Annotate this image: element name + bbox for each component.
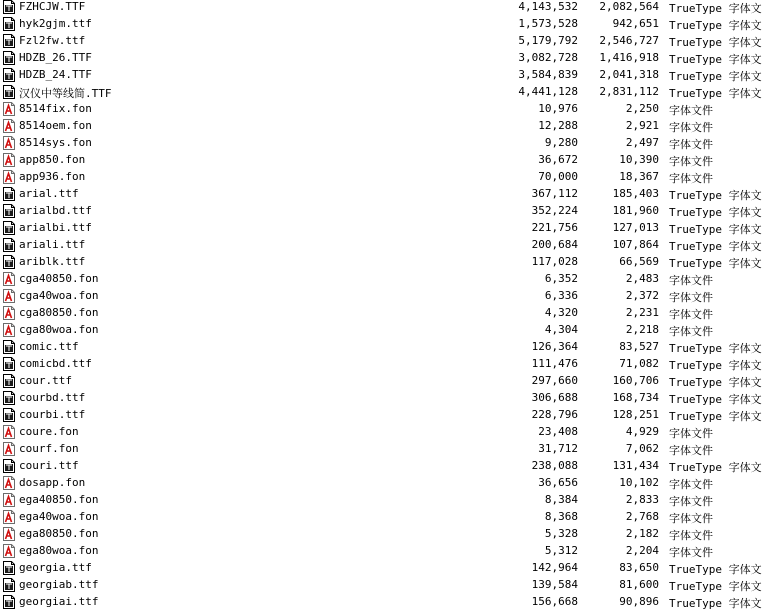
file-size: 1,573,528 <box>518 17 578 30</box>
file-name: georgia.ttf <box>19 561 92 574</box>
truetype-font-icon <box>3 221 15 235</box>
bitmap-font-icon <box>3 323 15 337</box>
file-size: 12,288 <box>538 119 578 132</box>
truetype-font-icon <box>3 340 15 354</box>
file-size: 367,112 <box>531 187 578 200</box>
file-type: TrueType 字体文 <box>669 342 762 355</box>
file-compressed-size: 2,231 <box>625 306 659 319</box>
truetype-font-icon <box>3 374 15 388</box>
file-compressed-size: 83,527 <box>619 340 659 353</box>
file-row[interactable] <box>0 220 762 237</box>
file-size: 8,384 <box>544 493 578 506</box>
file-compressed-size: 1,416,918 <box>599 51 659 64</box>
bitmap-font-icon <box>3 425 15 439</box>
file-compressed-size: 4,929 <box>625 425 659 438</box>
file-type: TrueType 字体文 <box>669 376 762 389</box>
file-compressed-size: 181,960 <box>612 204 659 217</box>
file-name: courbi.ttf <box>19 408 86 421</box>
file-size: 228,796 <box>531 408 578 421</box>
truetype-font-icon <box>3 255 15 269</box>
file-type: TrueType 字体文 <box>669 19 762 32</box>
file-name: arialbi.ttf <box>19 221 92 234</box>
bitmap-font-icon <box>3 153 15 167</box>
file-compressed-size: 2,483 <box>625 272 659 285</box>
file-size: 4,304 <box>544 323 578 336</box>
file-type: 字体文件 <box>669 104 713 117</box>
file-compressed-size: 127,013 <box>612 221 659 234</box>
file-name: ega40woa.fon <box>19 510 99 523</box>
file-type: TrueType 字体文 <box>669 393 762 406</box>
file-size: 10,976 <box>538 102 578 115</box>
file-type: TrueType 字体文 <box>669 597 762 610</box>
file-compressed-size: 2,250 <box>625 102 659 115</box>
truetype-font-icon <box>3 408 15 422</box>
truetype-font-icon <box>3 51 15 65</box>
truetype-font-icon <box>3 187 15 201</box>
file-compressed-size: 10,390 <box>619 153 659 166</box>
file-size: 4,143,532 <box>518 0 578 13</box>
file-name: courbd.ttf <box>19 391 86 404</box>
file-compressed-size: 83,650 <box>619 561 659 574</box>
file-compressed-size: 2,833 <box>625 493 659 506</box>
file-row[interactable] <box>0 594 762 611</box>
truetype-font-icon <box>3 357 15 371</box>
file-row[interactable] <box>0 526 758 543</box>
bitmap-font-icon <box>3 119 15 133</box>
file-name: georgiai.ttf <box>19 595 99 608</box>
file-name: couri.ttf <box>19 459 79 472</box>
file-row[interactable] <box>0 339 762 356</box>
file-size: 3,082,728 <box>518 51 578 64</box>
file-type: 字体文件 <box>669 155 713 168</box>
file-name: Fzl2fw.ttf <box>19 34 86 47</box>
file-compressed-size: 942,651 <box>612 17 659 30</box>
file-compressed-size: 2,372 <box>625 289 659 302</box>
bitmap-font-icon <box>3 442 15 456</box>
file-name: ariali.ttf <box>19 238 86 251</box>
truetype-font-icon <box>3 459 15 473</box>
file-name: FZHCJW.TTF <box>19 0 86 13</box>
file-row[interactable] <box>0 424 758 441</box>
bitmap-font-icon <box>3 493 15 507</box>
file-compressed-size: 2,182 <box>625 527 659 540</box>
file-name: 汉仪中等线简.TTF <box>19 87 112 100</box>
file-compressed-size: 18,367 <box>619 170 659 183</box>
file-row[interactable] <box>0 237 762 254</box>
file-size: 23,408 <box>538 425 578 438</box>
file-compressed-size: 81,600 <box>619 578 659 591</box>
file-type: TrueType 字体文 <box>669 359 762 372</box>
file-type: 字体文件 <box>669 512 713 525</box>
file-size: 6,352 <box>544 272 578 285</box>
file-row[interactable] <box>0 560 762 577</box>
truetype-font-icon <box>3 85 15 99</box>
file-size: 352,224 <box>531 204 578 217</box>
file-name: ega40850.fon <box>19 493 99 506</box>
file-compressed-size: 128,251 <box>612 408 659 421</box>
file-row[interactable] <box>0 441 758 458</box>
file-compressed-size: 107,864 <box>612 238 659 251</box>
file-compressed-size: 2,831,112 <box>599 85 659 98</box>
file-row[interactable] <box>0 118 758 135</box>
file-row[interactable] <box>0 50 762 67</box>
file-name: ega80woa.fon <box>19 544 99 557</box>
file-row[interactable] <box>0 288 758 305</box>
file-size: 221,756 <box>531 221 578 234</box>
bitmap-font-icon <box>3 527 15 541</box>
file-type: TrueType 字体文 <box>669 580 762 593</box>
file-row[interactable] <box>0 33 762 50</box>
file-type: TrueType 字体文 <box>669 240 762 253</box>
file-compressed-size: 2,768 <box>625 510 659 523</box>
file-row[interactable] <box>0 407 762 424</box>
file-row[interactable] <box>0 84 762 101</box>
truetype-font-icon <box>3 238 15 252</box>
file-type: 字体文件 <box>669 444 713 457</box>
file-type: 字体文件 <box>669 308 713 321</box>
file-compressed-size: 2,218 <box>625 323 659 336</box>
file-row[interactable] <box>0 356 762 373</box>
file-name: app936.fon <box>19 170 86 183</box>
file-type: TrueType 字体文 <box>669 36 762 49</box>
file-name: dosapp.fon <box>19 476 86 489</box>
truetype-font-icon <box>3 561 15 575</box>
bitmap-font-icon <box>3 476 15 490</box>
file-size: 4,441,128 <box>518 85 578 98</box>
file-type: 字体文件 <box>669 325 713 338</box>
file-compressed-size: 2,082,564 <box>599 0 659 13</box>
file-size: 111,476 <box>531 357 578 370</box>
file-row[interactable] <box>0 322 758 339</box>
file-compressed-size: 10,102 <box>619 476 659 489</box>
bitmap-font-icon <box>3 102 15 116</box>
file-compressed-size: 66,569 <box>619 255 659 268</box>
file-type: TrueType 字体文 <box>669 563 762 576</box>
file-row[interactable] <box>0 203 762 220</box>
file-size: 31,712 <box>538 442 578 455</box>
file-type: TrueType 字体文 <box>669 223 762 236</box>
file-row[interactable] <box>0 492 758 509</box>
file-compressed-size: 2,921 <box>625 119 659 132</box>
file-name: coure.fon <box>19 425 79 438</box>
file-compressed-size: 2,041,318 <box>599 68 659 81</box>
file-name: courf.fon <box>19 442 79 455</box>
file-row[interactable] <box>0 254 762 271</box>
bitmap-font-icon <box>3 170 15 184</box>
file-compressed-size: 160,706 <box>612 374 659 387</box>
truetype-font-icon <box>3 578 15 592</box>
file-size: 156,668 <box>531 595 578 608</box>
file-compressed-size: 2,546,727 <box>599 34 659 47</box>
file-size: 297,660 <box>531 374 578 387</box>
file-size: 117,028 <box>531 255 578 268</box>
file-row[interactable] <box>0 271 758 288</box>
file-size: 8,368 <box>544 510 578 523</box>
file-size: 126,364 <box>531 340 578 353</box>
file-row[interactable] <box>0 509 758 526</box>
file-name: HDZB_26.TTF <box>19 51 92 64</box>
file-name: arialbd.ttf <box>19 204 92 217</box>
file-size: 6,336 <box>544 289 578 302</box>
file-type: 字体文件 <box>669 172 713 185</box>
file-row[interactable] <box>0 577 762 594</box>
truetype-font-icon <box>3 595 15 609</box>
file-row[interactable] <box>0 0 762 16</box>
file-compressed-size: 71,082 <box>619 357 659 370</box>
file-name: cga40woa.fon <box>19 289 99 302</box>
file-size: 36,656 <box>538 476 578 489</box>
file-size: 306,688 <box>531 391 578 404</box>
file-compressed-size: 90,896 <box>619 595 659 608</box>
file-size: 9,280 <box>544 136 578 149</box>
file-type: 字体文件 <box>669 121 713 134</box>
file-type: TrueType 字体文 <box>669 2 762 15</box>
file-type: 字体文件 <box>669 427 713 440</box>
file-compressed-size: 2,497 <box>625 136 659 149</box>
file-compressed-size: 185,403 <box>612 187 659 200</box>
file-type: 字体文件 <box>669 291 713 304</box>
truetype-font-icon <box>3 68 15 82</box>
bitmap-font-icon <box>3 544 15 558</box>
file-type: 字体文件 <box>669 529 713 542</box>
file-size: 139,584 <box>531 578 578 591</box>
file-row[interactable] <box>0 101 758 118</box>
file-type: TrueType 字体文 <box>669 70 762 83</box>
file-type: 字体文件 <box>669 274 713 287</box>
file-name: comic.ttf <box>19 340 79 353</box>
file-size: 70,000 <box>538 170 578 183</box>
file-row[interactable] <box>0 67 762 84</box>
file-row[interactable] <box>0 373 762 390</box>
file-compressed-size: 7,062 <box>625 442 659 455</box>
file-compressed-size: 131,434 <box>612 459 659 472</box>
file-compressed-size: 2,204 <box>625 544 659 557</box>
file-row[interactable] <box>0 390 762 407</box>
file-name: 8514oem.fon <box>19 119 92 132</box>
truetype-font-icon <box>3 17 15 31</box>
file-name: app850.fon <box>19 153 86 166</box>
file-type: TrueType 字体文 <box>669 257 762 270</box>
file-size: 238,088 <box>531 459 578 472</box>
file-size: 4,320 <box>544 306 578 319</box>
file-name: comicbd.ttf <box>19 357 92 370</box>
file-name: ega80850.fon <box>19 527 99 540</box>
file-type: TrueType 字体文 <box>669 189 762 202</box>
file-type: 字体文件 <box>669 138 713 151</box>
file-type: TrueType 字体文 <box>669 53 762 66</box>
file-name: cga40850.fon <box>19 272 99 285</box>
file-type: TrueType 字体文 <box>669 461 762 474</box>
file-size: 5,179,792 <box>518 34 578 47</box>
bitmap-font-icon <box>3 306 15 320</box>
file-compressed-size: 168,734 <box>612 391 659 404</box>
file-name: HDZB_24.TTF <box>19 68 92 81</box>
file-size: 5,312 <box>544 544 578 557</box>
file-size: 142,964 <box>531 561 578 574</box>
bitmap-font-icon <box>3 136 15 150</box>
file-row[interactable] <box>0 152 758 169</box>
file-row[interactable] <box>0 16 762 33</box>
file-type: TrueType 字体文 <box>669 87 762 100</box>
file-row[interactable] <box>0 186 762 203</box>
truetype-font-icon <box>3 0 15 14</box>
file-type: 字体文件 <box>669 546 713 559</box>
file-type: TrueType 字体文 <box>669 410 762 423</box>
file-name: georgiab.ttf <box>19 578 99 591</box>
file-size: 36,672 <box>538 153 578 166</box>
file-name: 8514sys.fon <box>19 136 92 149</box>
file-name: ariblk.ttf <box>19 255 86 268</box>
file-name: arial.ttf <box>19 187 79 200</box>
file-size: 3,584,839 <box>518 68 578 81</box>
file-row[interactable] <box>0 135 758 152</box>
file-type: 字体文件 <box>669 478 713 491</box>
file-name: 8514fix.fon <box>19 102 92 115</box>
file-row[interactable] <box>0 543 758 560</box>
file-name: cga80850.fon <box>19 306 99 319</box>
file-type: TrueType 字体文 <box>669 206 762 219</box>
bitmap-font-icon <box>3 289 15 303</box>
file-row[interactable] <box>0 475 758 492</box>
truetype-font-icon <box>3 391 15 405</box>
file-name: cga80woa.fon <box>19 323 99 336</box>
bitmap-font-icon <box>3 510 15 524</box>
truetype-font-icon <box>3 204 15 218</box>
file-size: 200,684 <box>531 238 578 251</box>
file-type: 字体文件 <box>669 495 713 508</box>
file-name: hyk2gjm.ttf <box>19 17 92 30</box>
file-row[interactable] <box>0 305 758 322</box>
bitmap-font-icon <box>3 272 15 286</box>
file-row[interactable] <box>0 458 762 475</box>
file-name: cour.ttf <box>19 374 72 387</box>
truetype-font-icon <box>3 34 15 48</box>
file-size: 5,328 <box>544 527 578 540</box>
file-row[interactable] <box>0 169 758 186</box>
